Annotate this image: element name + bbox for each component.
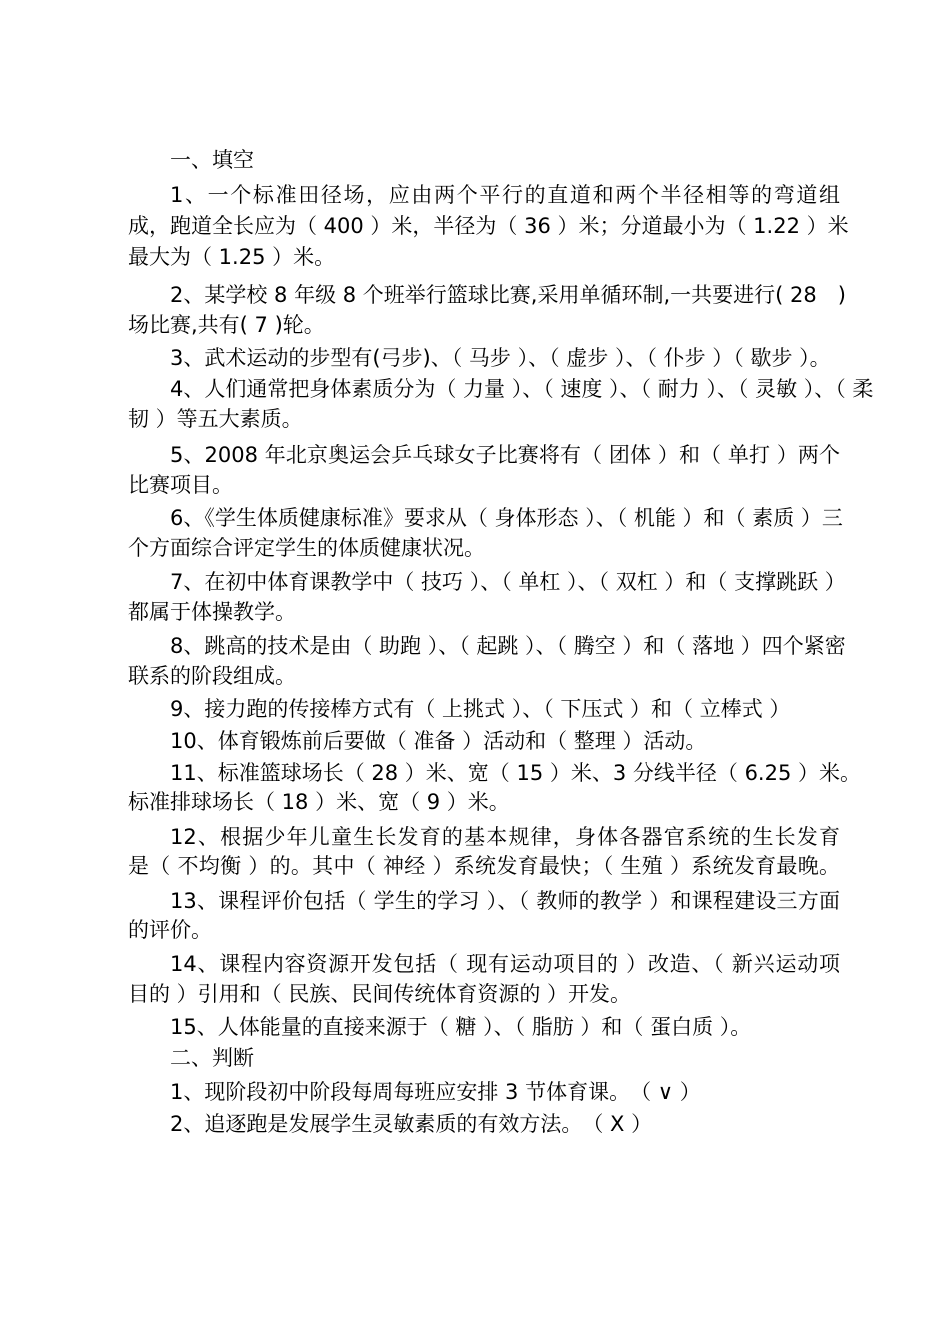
question-line: 4、人们通常把身体素质分为（ 力量 ）、（ 速度 ）、（ 耐力 ）、（ 灵敏 ）、（ 柔 <box>170 377 874 401</box>
question-line: 的评价。 <box>128 918 212 942</box>
question-line: 5、2008 年北京奥运会乒乓球女子比赛将有（ 团体 ）和（ 单打 ）两个 <box>170 443 840 467</box>
question-line: 场比赛,共有( 7 )轮。 <box>128 313 325 337</box>
question-line: 8、跳高的技术是由（ 助跑 ）、（ 起跳 ）、（ 腾空 ）和（ 落地 ）四个紧密 <box>170 634 846 658</box>
question-line: 14、课程内容资源开发包括（ 现有运动项目的 ）改造、（ 新兴运动项 <box>170 952 840 976</box>
question-line: 成，跑道全长应为（ 400 ）米，半径为（ 36 ）米；分道最小为（ 1.22 ）米 <box>128 214 849 238</box>
question-line: 最大为（ 1.25 ）米。 <box>128 245 336 269</box>
question-line: 个方面综合评定学生的体质健康状况。 <box>128 536 485 560</box>
section-heading-fill-blank: 一、填空 <box>170 148 254 172</box>
question-line: 联系的阶段组成。 <box>128 664 296 688</box>
question-line: 都属于体操教学。 <box>128 600 296 624</box>
question-line: 1、一个标准田径场，应由两个平行的直道和两个半径相等的弯道组 <box>170 183 840 207</box>
question-line: 3、武术运动的步型有(弓步)、（ 马步 ）、（ 虚步 ）、（ 仆步 ）（ 歇步 ）。 <box>170 346 831 370</box>
question-line: 标准排球场长（ 18 ）米、宽（ 9 ）米。 <box>128 790 510 814</box>
question-line: 是（ 不均衡 ）的。其中（ 神经 ）系统发育最快；（ 生殖 ）系统发育最晚。 <box>128 854 840 878</box>
question-line: 12、根据少年儿童生长发育的基本规律，身体各器官系统的生长发育 <box>170 825 840 849</box>
question-line: 6、《学生体质健康标准》要求从（ 身体形态 ）、（ 机能 ）和（ 素质 ）三 <box>170 506 843 530</box>
question-line: 15、人体能量的直接来源于（ 糖 ）、（ 脂肪 ）和（ 蛋白质 ）。 <box>170 1015 752 1039</box>
section-heading-judgment: 二、判断 <box>170 1046 254 1070</box>
question-line: 13、课程评价包括（ 学生的学习 ）、（ 教师的教学 ）和课程建设三方面 <box>170 889 840 913</box>
question-line: 9、接力跑的传接棒方式有（ 上挑式 ）、（ 下压式 ）和（ 立棒式 ） <box>170 697 791 721</box>
question-line: 2、某学校 8 年级 8 个班举行篮球比赛,采用单循环制,一共要进行( 28 ) <box>170 283 846 307</box>
question-line: 比赛项目。 <box>128 473 233 497</box>
question-line: 11、标准篮球场长（ 28 ）米、宽（ 15 ）米、3 分线半径（ 6.25 ）米。 <box>170 761 862 785</box>
question-line: 目的 ）引用和（ 民族、民间传统体育资源的 ）开发。 <box>128 982 632 1006</box>
question-line: 7、在初中体育课教学中（ 技巧 ）、（ 单杠 ）、（ 双杠 ）和（ 支撑跳跃 ） <box>170 570 846 594</box>
question-line: 2、追逐跑是发展学生灵敏素质的有效方法。 （ Ⅹ ） <box>170 1112 653 1136</box>
question-line: 1、现阶段初中阶段每周每班应安排 3 节体育课。 （ ∨ ） <box>170 1080 701 1104</box>
question-line: 10、体育锻炼前后要做（ 准备 ）活动和（ 整理 ）活动。 <box>170 729 707 753</box>
question-line: 韧 ）等五大素质。 <box>128 407 303 431</box>
